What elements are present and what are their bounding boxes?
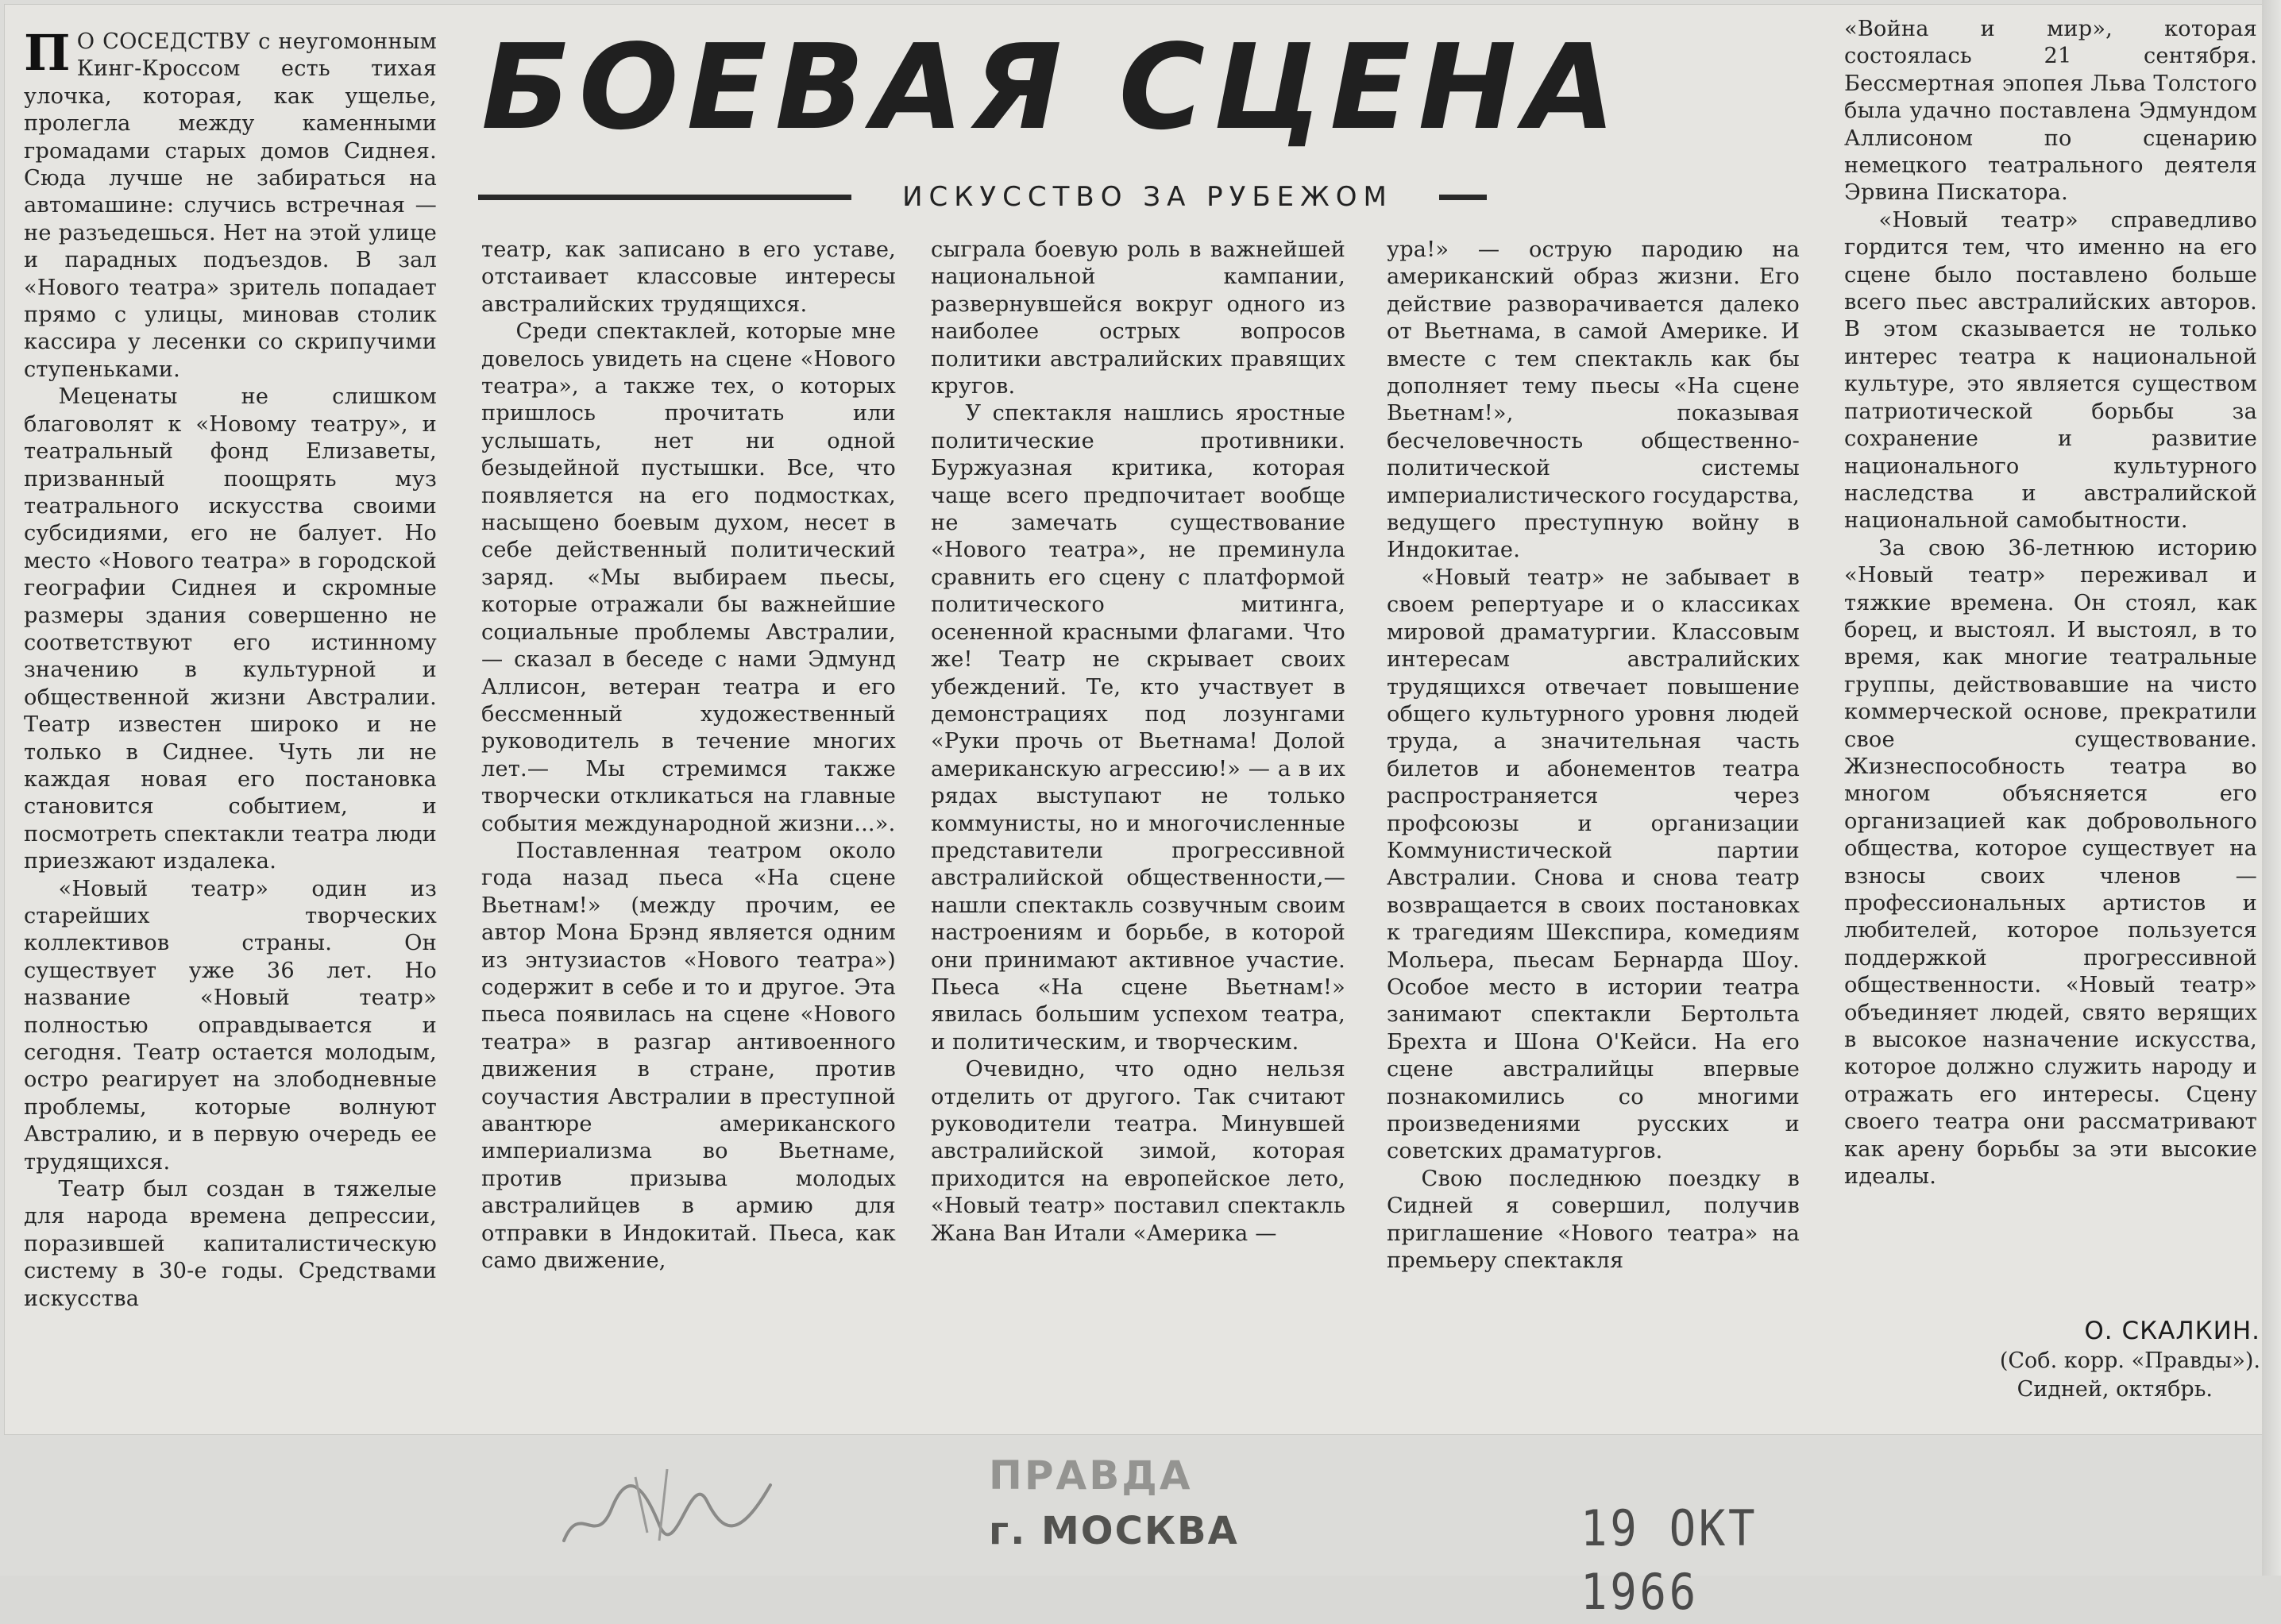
text-column-1 (24, 24, 437, 1410)
paragraph: сыграла боевую роль в важнейшей национальной кампании, развернувшейся вокруг одного из наиболее острых вопросов политики австралийских правящих кругов. (931, 237, 1345, 399)
archive-date-stamp: 19 ОКТ 1966 (1580, 1499, 1758, 1621)
paragraph: «Война и мир», которая состоялась 21 сентября. Бессмертная эпопея Льва Толстого была удачно поставлена Эдмундом Аллисоном по сценарию немецкого театрального деятеля Эрвина Пискатора. (1844, 17, 2257, 206)
archive-stamp-city: г. МОСКВА (989, 1509, 1239, 1553)
paragraph: «Новый театр» справедливо гордится тем, что именно на его сцене было поставлено больше всего пьес австралийских авторов. В этом сказывается не только интерес театра к национальной культуре, это является существом патриотической борьбы за сохранение и развитие национального культурного наследства и австралийской национальной самобытности. (1844, 207, 2257, 534)
paragraph: У спектакля нашлись яростные политические противники. Буржуазная критика, которая чаще всего предпочитает вообще не замечать существование «Нового театра», не преминула сравнить его сцену с платформой политического митинга, осененной красными флагами. Что же! Театр не скрывает своих убеждений. Те, кто участвует в демонстрациях под лозунгами «Руки прочь от Вьетнама! Долой американскую агрессию!» — а в их рядах выступают не только коммунисты, но и многочисленные представители прогрессивной австралийской общественности,— нашли спектакль созвучным своим настроениям и борьбе, в которой они принимают активное участие. Пьеса «На сцене Вьетнам!» явилась большим успехом театра, и политическим, и творческим. (931, 401, 1345, 1055)
paragraph: Поставленная театром около года назад пьеса «На сцене Вьетнам!» (между прочим, ее автор Мона Брэнд является одним из энтузиастов «Нового театра») содержит в себе и то и другое. Эта пьеса появилась на сцене «Нового театра» в разгар антивоенного движения в стране, против соучастия Австралии в преступной авантюре американского империализма во Вьетнаме, против призыва молодых австралийцев в армию для отправки в Индокитай. Пьеса, как само движение, (481, 838, 896, 1274)
rubric-rule-right (1439, 195, 1487, 200)
pencil-scribble (548, 1453, 786, 1556)
drop-cap: П (24, 24, 71, 82)
paper-sheet (5, 5, 2272, 1434)
article-rubric: ИСКУССТВО ЗА РУБЕЖОМ (902, 181, 1393, 213)
archive-stamp-publisher: ПРАВДА (989, 1452, 1193, 1499)
paragraph: театр, как записано в его уставе, отстаивает классовые интересы австралийских трудящихся. (481, 237, 896, 317)
text-column-2 (481, 237, 896, 1410)
text-column-5 (1844, 16, 2257, 1302)
paragraph: ура!» — острую пародию на американский образ жизни. Его действие разворачивается далеко от Вьетнама, в самой Америке. И вместе с тем спектакль как бы дополняет тему пьесы «На сцене Вьетнам!», показывая бесчеловечность общественно-политической системы империалистического государства, ведущего преступную войну в Индокитае. (1387, 237, 1800, 563)
scan-edge (2262, 0, 2281, 1576)
paragraph: За свою 36-летнюю историю «Новый театр» переживал и тяжкие времена. Он стоял, как борец, и выстоял. И выстоял, в то время, как многие театральные группы, действовавшие на чисто коммерческой основе, прекратили свое существование. Жизнеспособность театра во многом объясняется его организацией как добровольного общества, которое существует на взносы своих членов — профессиональных артистов и любителей, которое пользуется поддержкой прогрессивной общественности. «Новый театр» объединяет людей, свято верящих в высокое назначение искусства, которое должно служить народу и отражать его интересы. Сцену своего театра они рассматривают как арену борьбы за эти высокие идеалы. (1844, 535, 2257, 1190)
text-column-4 (1387, 237, 1800, 1410)
paragraph: «Новый театр» один из старейших творческих коллективов страны. Он существует уже 36 лет. Но название «Новый театр» полностью оправдывается и сегодня. Театр остается молодым, остро реагирует на злободневные проблемы, которые волнуют Австралию, и в первую очередь ее трудящихся. (24, 876, 437, 1175)
rubric-row (478, 179, 1812, 214)
paragraph: Свою последнюю поездку в Сидней я совершил, получив приглашение «Нового театра» на премьеру спектакля (1387, 1166, 1800, 1274)
author-credit: (Соб. корр. «Правды»). (1999, 1348, 2260, 1373)
paragraph: «Новый театр» не забывает в своем репертуаре и о классиках мировой драматургии. Классовым интересам австралийских трудящихся отвечает повышение общего культурного уровня людей труда, а значительная часть билетов и абонементов театра распространяется через профсоюзы и организации Коммунистической партии Австралии. Снова и снова театр возвращается в своих постановках к трагедиям Шекспира, комедиям Мольера, пьесам Бернарда Шоу. Особое место в истории театра занимают спектакли Бертольта Брехта и Шона О'Кейси. На его сцене австралийцы впервые познакомились со многими произведениями русских и советских драматургов. (1387, 565, 1800, 1164)
article-headline: БОЕВАЯ СЦЕНА (481, 19, 1623, 156)
paragraph: П О СОСЕДСТВУ с неугомонным Кинг-Кроссом есть тихая улочка, которая, как ущелье, пролегла между каменными громадами старых домов Сиднея. Сюда лучше не забираться на автомашине: случись встречная — не разъедешься. Нет на этой улице и парадных подъездов. В зал «Нового театра» зритель попадает прямо с улицы, миновав столик кассира у лесенки со скрипучими ступеньками. (24, 24, 437, 382)
paragraph: Театр был создан в тяжелые для народа времена депрессии, поразившей капиталистическую систему в 30-е годы. Средствами искусства (24, 1177, 437, 1311)
author-signature: О. СКАЛКИН. (2084, 1317, 2260, 1345)
paragraph: Меценаты не слишком благоволят к «Новому театру», и театральный фонд Елизаветы, призванный поощрять муз театрального искусства своими субсидиями, его не балует. Но место «Нового театра» в городской географии Сиднея и скромные размеры здания совершенно не соответствуют его истинному значению в культурной и общественной жизни Австралии. Театр известен широко и не только в Сиднее. Чуть ли не каждая новая его постановка становится событием, и посмотреть спектакли театра люди приезжают издалека. (24, 384, 437, 874)
text-column-3 (931, 237, 1345, 1410)
paragraph: Очевидно, что одно нельзя отделить от другого. Так считают руководители театра. Минувшей австралийской зимой, которая приходится на европейское лето, «Новый театр» поставил спектакль Жана Ван Итали «Америка — (931, 1057, 1345, 1246)
paragraph: Среди спектаклей, которые мне довелось увидеть на сцене «Нового театра», а также тех, о которых пришлось прочитать или услышать, нет ни одной безыдейной пустышки. Все, что появляется на его подмостках, насыщено боевым духом, несет в себе действенный политический заряд. «Мы выбираем пьесы, которые отражали бы важнейшие социальные проблемы Австралии,— сказал в беседе с нами Эдмунд Аллисон, ветеран театра и его бессменный художественный руководитель в течение многих лет.— Мы стремимся также творчески откликаться на главные события международной жизни...». (481, 319, 896, 836)
dateline: Сидней, октябрь. (2017, 1377, 2213, 1402)
rubric-rule-left (478, 195, 851, 200)
